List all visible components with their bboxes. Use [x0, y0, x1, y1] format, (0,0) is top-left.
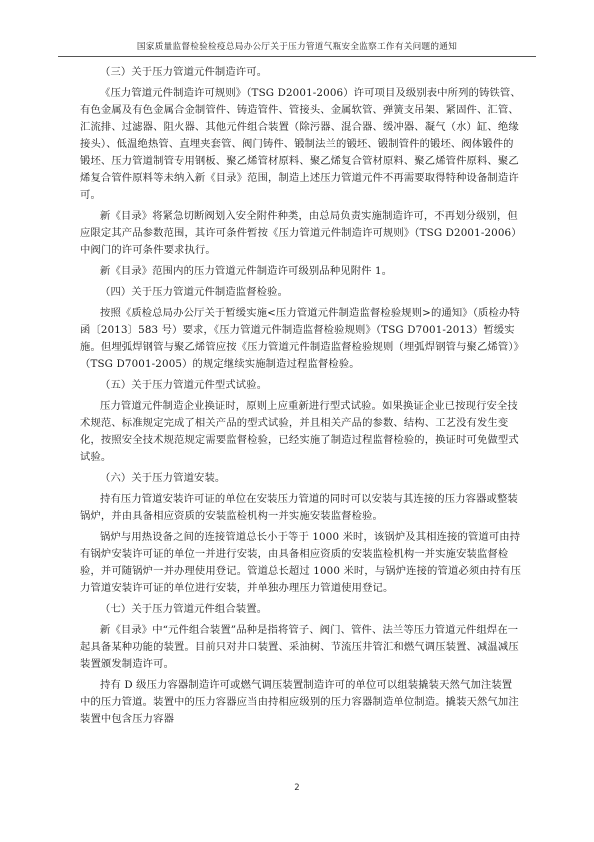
section-heading-4: （四）关于压力管道元件制造监督检验。	[100, 286, 289, 298]
paragraph: 锅炉与用热设备之间的连接管道总长小于等于 1000 米时，该锅炉及其相连接的管道可由持有锅炉安装许可证的单位一并进行安装，由具备相应资质的安装监检机构一并实施安装监督检验，并可随锅炉一并办理使用登记。管道总长超过 1000 米时，与锅炉连接的管道必须由持有压力管道安装许可证的单位进行安装，并单独办理压力管道使用登记。	[80, 531, 522, 594]
document-body	[80, 64, 522, 728]
header-rule	[58, 56, 536, 57]
paragraph: 新《目录》中“元件组合装置”品种是指将管子、阀门、管件、法兰等压力管道元件组焊在一起具备某种功能的装置。目前只对井口装置、采油树、节流压井管汇和燃气调压装置、减温减压装置颁发制造许可。	[80, 624, 519, 670]
section-heading-5: （五）关于压力管道元件型式试验。	[100, 379, 268, 391]
section-heading-3: （三）关于压力管道元件制造许可。	[100, 66, 268, 78]
page-number: 2	[294, 783, 300, 793]
section-heading-7: （七）关于压力管道元件组合装置。	[100, 603, 268, 615]
paragraph: 新《目录》范围内的压力管道元件制造许可级别品种见附件 1。	[100, 265, 393, 277]
paragraph: 新《目录》将紧急切断阀划入安全附件种类，由总局负责实施制造许可，不再划分级别，但应限定其产品参数范围，其许可条件暂按《压力管道元件制造许可规则》（TSG D2001-2006）中阀门的许可条件要求执行。	[80, 210, 522, 256]
paragraph: 《压力管道元件制造许可规则》（TSG D2001-2006）许可项目及级别表中所列的铸铁管、有色金属及有色金属合金制管件、铸造管件、管接头、金属软管、弹簧支吊架、紧固件、汇管、汇流排、过滤器、阻火器、其他元件组合装置（除污器、混合器、缓冲器、凝气（水）缸、绝缘接头）、低温绝热管、直埋夹套管、阀门铸件、锻制法兰的锻坯、锻制管件的锻坯、阀体锻件的锻坯、压力管道制管专用钢板、聚乙烯管材原料、聚乙烯复合管材原料、聚乙烯管件原料、聚乙烯复合管件原料等未纳入新《目录》范围，制造上述压力管道元件不再需要取得特种设备制造许可。	[80, 87, 521, 201]
paragraph: 持有 D 级压力容器制造许可或燃气调压装置制造许可的单位可以组装撬装天然气加注装置中的压力管道。装置中的压力容器应当由持相应级别的压力容器制造单位制造。撬装天然气加注装置中包含压力容器	[80, 679, 519, 725]
section-heading-6: （六）关于压力管道安装。	[100, 472, 226, 484]
paragraph: 压力管道元件制造企业换证时，原则上应重新进行型式试验。如果换证企业已按现行安全技术规范、标准规定完成了相关产品的型式试验，并且相关产品的参数、结构、工艺没有发生变化，按照安全技术规范规定需要监督检验，已经实施了制造过程监督检验的，换证时可免做型式试验。	[80, 400, 519, 463]
document-header: 国家质量监督检验检疫总局办公厅关于压力管道气瓶安全监察工作有关问题的通知	[136, 42, 458, 52]
paragraph: 持有压力管道安装许可证的单位在安装压力管道的同时可以安装与其连接的压力容器或整装锅炉，并由具备相应资质的安装监检机构一并实施安装监督检验。	[80, 493, 518, 522]
paragraph: 按照《质检总局办公厅关于暂缓实施<压力管道元件制造监督检验规则>的通知》（质检办特函〔2013〕583 号）要求，《压力管道元件制造监督检验规则》（TSG D7001-2013）暂缓实施。但埋弧焊钢管与聚乙烯管应按《压力管道元件制造监督检验规则（埋弧焊钢管与聚乙烯管）》（TSG D7001-2005）的规定继续实施制造过程监督检验。	[80, 307, 520, 370]
